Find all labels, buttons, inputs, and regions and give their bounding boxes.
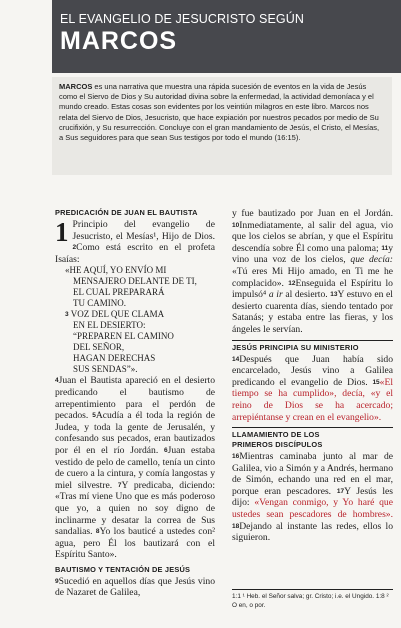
left-column [55,208,215,599]
verse-9: 9Sucedió en aquellos días que Jesús vino de Nazaret de Galilea, [55,575,215,599]
book-title-banner [52,0,401,73]
chapter-number: 1 [55,217,69,247]
right-column [232,208,393,544]
prophecy-quote: «HE AQUÍ, YO ENVÍO MI MENSAJERO DELANTE DE TI, EL CUAL PREPARARÁ TU CAMINO. 3 VOZ DEL QUE CLAMA EN EL DESIERTO: “PREPAREN EL CAMINO DEL SEÑOR, HAGAN DERECHAS SUS SENDAS”». [65,265,197,375]
footnotes: 1:1 ¹ Heb. el Señor salva; gr. Cristo; i.e. el Ungido. 1:8 ² O en, o por. [232,589,393,610]
section-heading: LLAMAMIENTO DE LOS PRIMEROS DISCÍPULOS [232,427,393,450]
verses-16-18: 16Mientras caminaba junto al mar de Galilea, vio a Simón y a Andrés, hermano de Simón, echando una red en el mar, porque eran pescadores. 17Y Jesús les dijo: «Vengan conmigo, y Yo haré que ustedes sean pescadores de hombres». 18Dejando al instante las redes, ellos lo siguieron. [232,451,393,544]
section-heading: PREDICACIÓN DE JUAN EL BAUTISTA [55,208,198,217]
book-name: MARCOS [60,27,178,55]
verses-4-8: 4Juan el Bautista apareció en el desierto predicando el bautismo de arrepentimiento para el perdón de pecados. 5Acudía a él toda la región de Judea, y toda la gente de Jerusalén, y confesando sus pecados, eran bautizados por él en el río Jordán. 6Juan estaba vestido de pelo de camello, tenía un cinto de cuero a la cintura, y comía langostas y miel silvestre. 7Y predicaba, diciendo: «Tras mí viene Uno que es más poderoso que yo, a quien no soy digno de inclinarme y desatar la correa de Sus sandalias. 8Yo los bauticé a ustedes con² agua, pero Él los bautizará con el Espíritu Santo». [55,375,215,561]
verses-14-15: 14Después que Juan había sido encarcelado, Jesús vino a Galilea predicando el evangelio de Dios. 15«El tiempo se ha cumplido», decía, «y el reino de Dios se ha acercado; arrepiéntanse y crean en el evangelio». [232,353,393,423]
book-superscript: EL EVANGELIO DE JESUCRISTO SEGÚN [60,12,305,26]
verse-number: 3 [65,311,69,319]
verse-1: 1 Principio del evangelio de Jesucristo, el Mesías¹, Hijo de Dios. 2Como está escrito en el profeta Isaías: [55,217,215,265]
section-heading: JESÚS PRINCIPIA SU MINISTERIO [232,340,393,353]
verses-9-13: y fue bautizado por Juan en el Jordán. 10Inmediatamente, al salir del agua, vio que los cielos se abrían, y que el Espíritu descendía sobre Él como una paloma; 11y vino una voz de los cielos, que decía: «Tú eres Mi Hijo amado, en Ti me he complacido». 12Enseguida el Espíritu lo impulsó⁴ a ir al desierto. 13Y estuvo en el desierto cuarenta días, siendo tentado por Satanás; y estaba entre las fieras, y los ángeles le servían. [232,208,393,335]
verse-number: 2 [72,244,77,252]
book-introduction [52,77,392,175]
words-of-jesus: «El tiempo se ha cumplido», decía, «y el reino de Dios se ha acercado; arrepiéntanse y crean en el evangelio». [232,376,393,423]
verse-2: Como está escrito en el profeta Isaías: [55,242,215,265]
intro-lead: MARCOS [59,82,93,91]
intro-text: es una narrativa que muestra una rápida sucesión de eventos en la vida de Jesús como el Siervo de Dios y Su autoridad divina sobre la enfermedad, la actividad demoníaca y el mundo creado. Estas cosas son evidentes por los veintiún milagros en este libro. Marcos nos relata del Siervo de Dios, Jesucristo, que hace expiación por nuestros pecados por medio de Su crucifixión, y Su resurrección. Concluye con el gran mandamiento de Jesús, el Cristo, el Mesías, a Sus seguidores para que sean Sus testigos por todo el mundo (16:15). [59,82,380,143]
section-heading: BAUTISMO Y TENTACIÓN DE JESÚS [55,564,191,574]
words-of-jesus: «Vengan conmigo, y Yo haré que ustedes sean pescadores de hombres». [232,497,393,521]
